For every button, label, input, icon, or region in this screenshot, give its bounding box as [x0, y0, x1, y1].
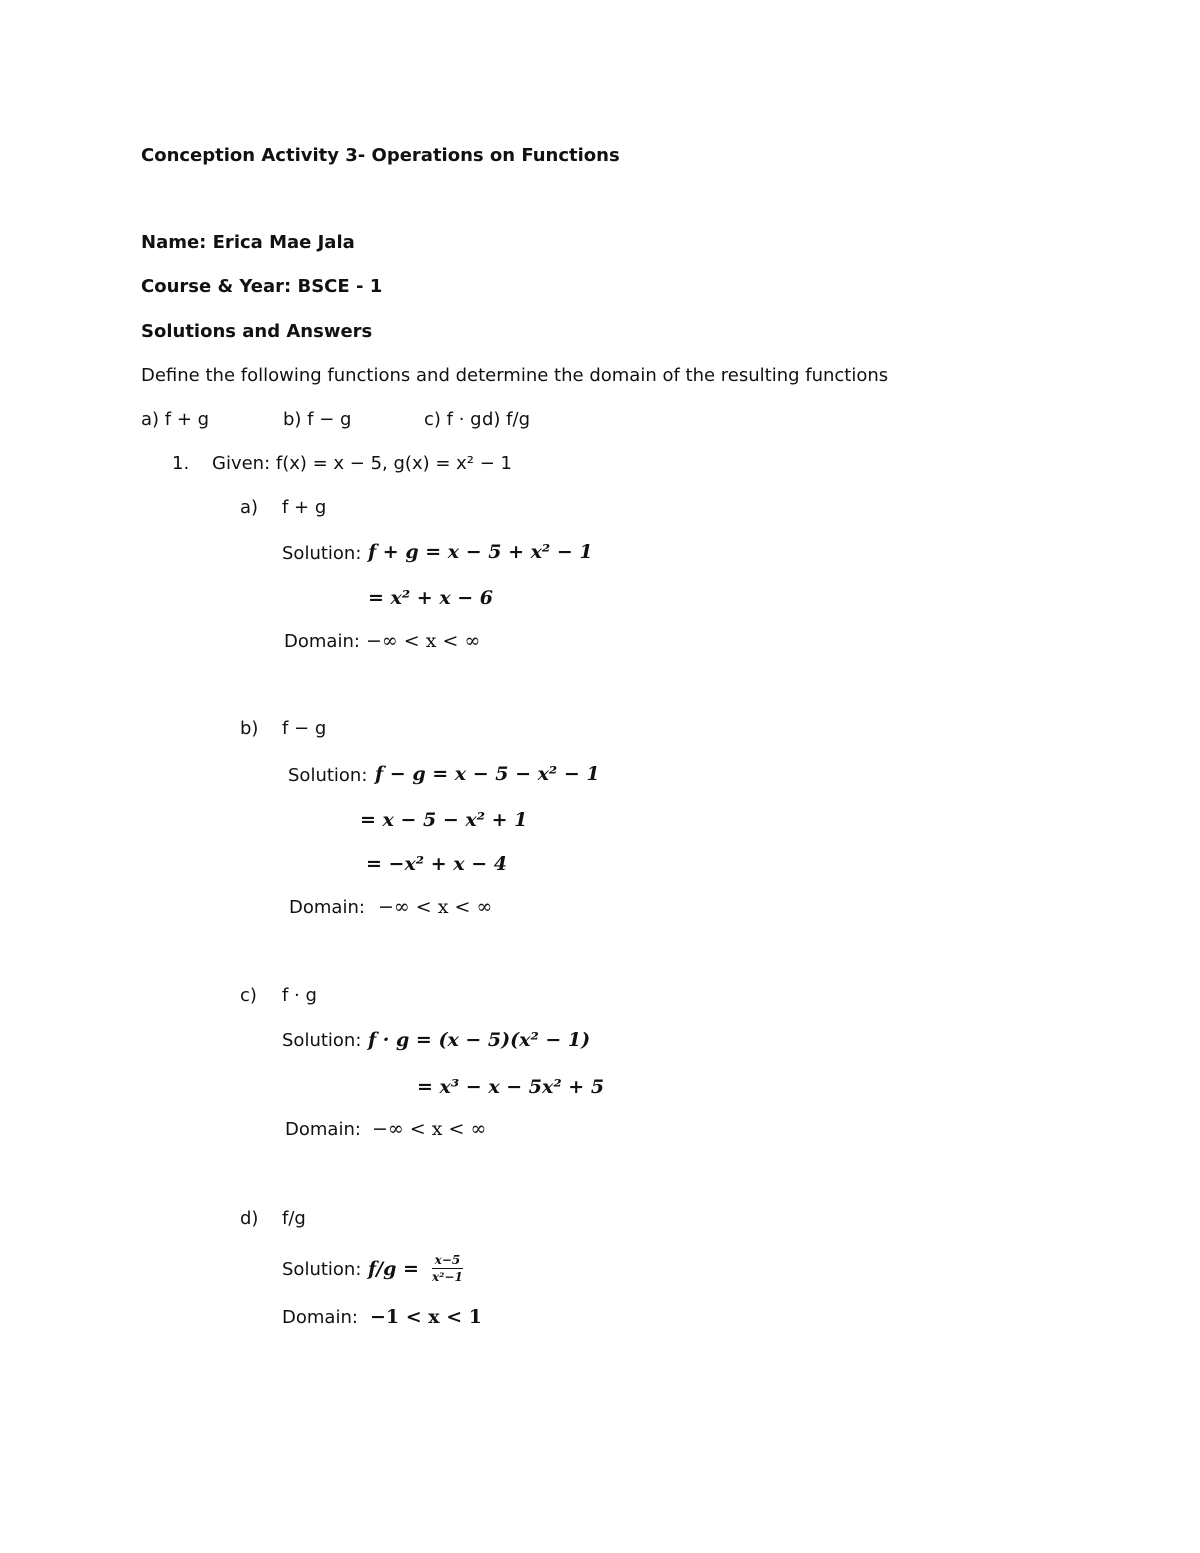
part-a-domain: −∞ < x < ∞ [366, 630, 481, 652]
document-title: Conception Activity 3- Operations on Functions [141, 145, 620, 166]
part-a-solution-prefix: Solution: [282, 543, 362, 564]
part-d-op: f/g [282, 1208, 306, 1229]
part-c-domain-prefix: Domain: [285, 1119, 361, 1140]
student-name: Name: Erica Mae Jala [141, 232, 355, 253]
part-c-domain: −∞ < x < ∞ [372, 1118, 487, 1140]
instruction-text: Define the following functions and determine the domain of the resulting functions [141, 365, 889, 386]
part-a-line-2: = x² + x − 6 [368, 587, 494, 609]
section-heading: Solutions and Answers [141, 321, 373, 342]
part-c-label: c) [240, 985, 257, 1006]
part-a-label: a) [240, 497, 259, 518]
part-c-op: f · g [282, 985, 317, 1006]
part-b-solution-prefix: Solution: [288, 765, 368, 786]
part-d-domain: −1 < x < 1 [370, 1306, 482, 1328]
op-item-a: a) f + g [141, 409, 210, 430]
op-item-d: d) f/g [482, 409, 530, 430]
part-b-op: f − g [282, 718, 327, 739]
part-a-op: f + g [282, 497, 327, 518]
part-b-line-2: = x − 5 − x² + 1 [360, 809, 528, 831]
part-b-line-3: = −x² + x − 4 [366, 853, 507, 875]
course-year: Course & Year: BSCE - 1 [141, 276, 383, 297]
part-d-solution-prefix: Solution: [282, 1259, 362, 1280]
part-b-label: b) [240, 718, 259, 739]
part-a-line-1: f + g = x − 5 + x² − 1 [368, 541, 593, 563]
part-c-line-2: = x³ − x − 5x² + 5 [417, 1076, 605, 1098]
part-d-label: d) [240, 1208, 259, 1229]
part-d-line-1: f/g = [368, 1258, 419, 1280]
part-b-domain-prefix: Domain: [289, 897, 365, 918]
part-b-domain: −∞ < x < ∞ [378, 896, 493, 918]
problem-number: 1. [172, 453, 190, 474]
op-item-c: c) f · g [424, 409, 482, 430]
part-d-fraction [432, 1253, 463, 1284]
part-c-solution-prefix: Solution: [282, 1030, 362, 1051]
part-a-domain-prefix: Domain: [284, 631, 360, 652]
fraction-numerator: x−5 [432, 1253, 463, 1269]
fraction-denominator: x²−1 [432, 1270, 463, 1284]
op-item-b: b) f − g [283, 409, 352, 430]
part-c-line-1: f · g = (x − 5)(x² − 1) [368, 1029, 591, 1051]
problem-given: Given: f(x) = x − 5, g(x) = x² − 1 [212, 453, 512, 474]
part-b-line-1: f − g = x − 5 − x² − 1 [375, 763, 600, 785]
part-d-domain-prefix: Domain: [282, 1307, 358, 1328]
